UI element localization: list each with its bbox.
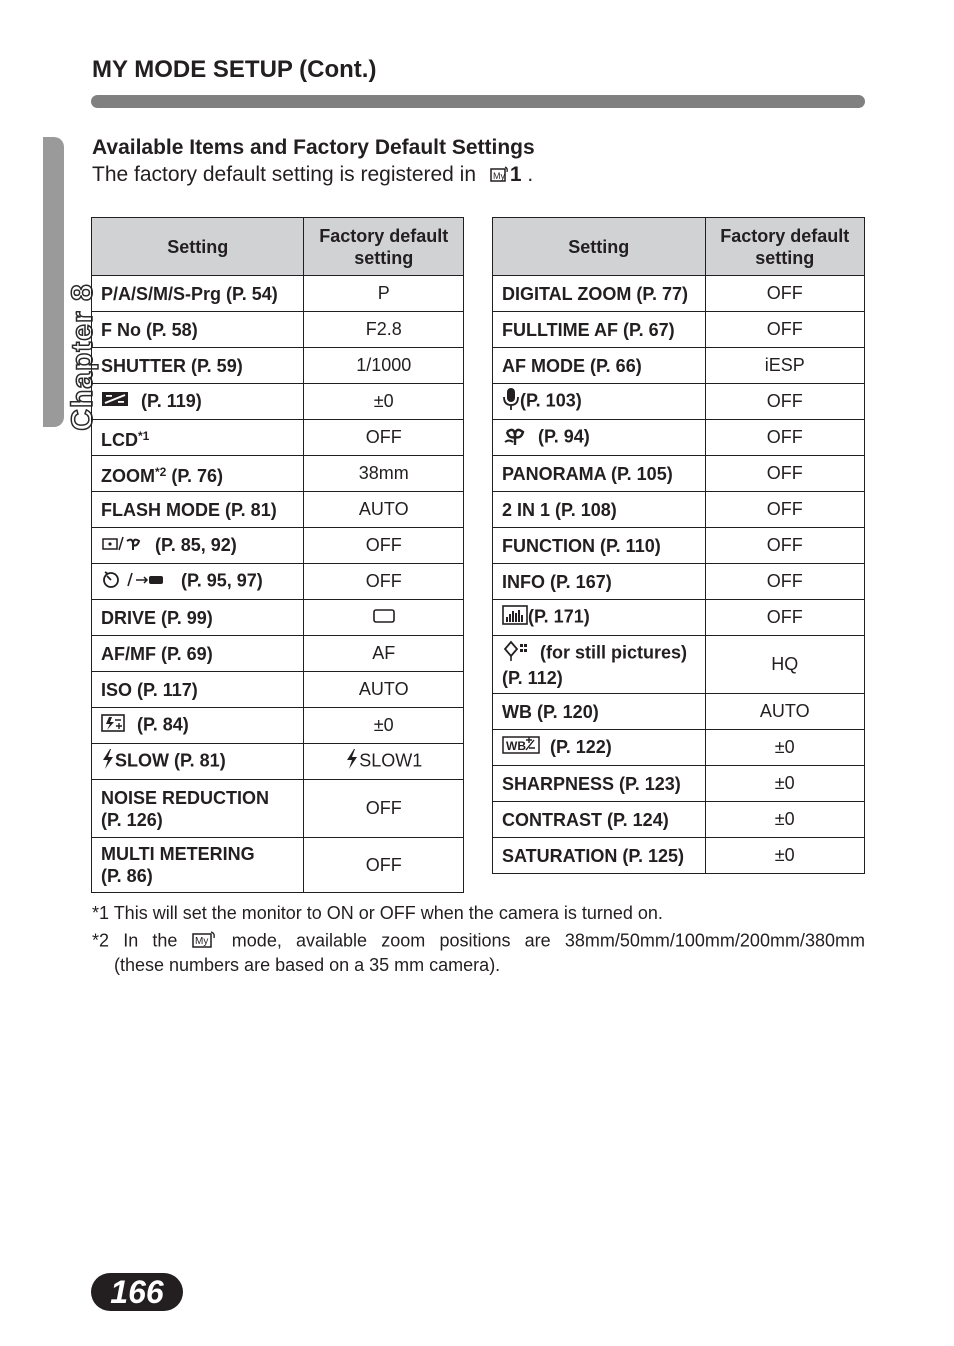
table-row	[92, 600, 464, 636]
wb-compensation-icon	[502, 736, 540, 759]
setting-default: P	[304, 276, 464, 312]
footnote-marker: *2	[155, 464, 167, 479]
setting-name: DIGITAL ZOOM (P. 77)	[493, 276, 706, 312]
setting-default: ±0	[304, 384, 464, 420]
table-header-row	[493, 218, 865, 276]
setting-name: ISO (P. 117)	[92, 672, 304, 708]
setting-name: AF/MF (P. 69)	[92, 636, 304, 672]
setting-default: ±0	[705, 802, 865, 838]
table-row	[493, 802, 865, 838]
setting-default: OFF	[304, 838, 464, 893]
super-macro-icon	[502, 424, 528, 451]
table-row	[493, 730, 865, 766]
setting-default: 1/1000	[304, 348, 464, 384]
table-row	[493, 492, 865, 528]
setting-name: P/A/S/M/S-Prg (P. 54)	[92, 276, 304, 312]
table-row	[92, 456, 464, 492]
table-row	[92, 348, 464, 384]
setting-name: LCD	[101, 429, 138, 450]
setting-name: CONTRAST (P. 124)	[493, 802, 706, 838]
table-row	[493, 564, 865, 600]
setting-name: FULLTIME AF (P. 67)	[493, 312, 706, 348]
setting-name: 2 IN 1 (P. 108)	[493, 492, 706, 528]
table-row	[92, 564, 464, 600]
footnote-1: *1 This will set the monitor to ON or OFF when the camera is turned on.	[92, 903, 663, 923]
setting-default: OFF	[705, 276, 865, 312]
footnote-marker: *1	[138, 428, 150, 443]
setting-name: ZOOM	[101, 465, 155, 486]
table-row	[493, 384, 865, 420]
table-row	[92, 838, 464, 893]
setting-name: (P. 171)	[528, 606, 590, 627]
table-row	[493, 420, 865, 456]
my-mode-icon	[192, 929, 218, 954]
intro-mode-number: 1	[509, 163, 522, 186]
setting-name: (P. 85, 92)	[155, 534, 237, 555]
table-row	[493, 456, 865, 492]
setting-default: OFF	[705, 420, 865, 456]
svg-text:WB: WB	[506, 739, 526, 754]
table-row	[493, 636, 865, 694]
intro-text	[92, 163, 533, 189]
page-title: MY MODE SETUP (Cont.)	[92, 56, 377, 83]
setting-name: (P. 84)	[137, 714, 189, 735]
setting-default: ±0	[705, 766, 865, 802]
setting-default: iESP	[705, 348, 865, 384]
setting-name: AF MODE (P. 66)	[493, 348, 706, 384]
spot-macro-icon	[101, 534, 145, 557]
setting-default: AUTO	[304, 672, 464, 708]
setting-name: FLASH MODE (P. 81)	[92, 492, 304, 528]
table-row	[493, 312, 865, 348]
flash-intensity-icon	[101, 713, 127, 738]
setting-default: ±0	[304, 708, 464, 744]
table-row	[493, 600, 865, 636]
setting-default: OFF	[304, 780, 464, 838]
setting-name: MULTI METERING	[101, 844, 255, 864]
footnote-2-start: *2 In the	[92, 930, 178, 951]
table-row	[92, 780, 464, 838]
table-row	[92, 528, 464, 564]
setting-name: SHARPNESS (P. 123)	[493, 766, 706, 802]
setting-page-ref: (P. 112)	[502, 668, 563, 688]
setting-name: (P. 119)	[141, 390, 202, 411]
table-row	[92, 636, 464, 672]
table-row	[92, 276, 464, 312]
header-default: Factory default setting	[705, 218, 865, 276]
svg-text:My: My	[194, 936, 208, 947]
setting-name: SATURATION (P. 125)	[493, 838, 706, 874]
intro-text-main: The factory default setting is registered in	[92, 163, 477, 186]
self-timer-remote-icon	[101, 569, 171, 594]
header-default: Factory default setting	[304, 218, 464, 276]
setting-page-ref: (P. 76)	[166, 465, 224, 486]
table-row	[92, 312, 464, 348]
setting-default: HQ	[705, 636, 865, 694]
setting-name: SLOW (P. 81)	[115, 750, 226, 771]
table-row	[92, 744, 464, 780]
setting-default: AUTO	[705, 694, 865, 730]
settings-table-left	[91, 217, 464, 893]
flash-bolt-icon	[101, 748, 115, 775]
chapter-tab	[43, 137, 99, 431]
setting-name: (P. 122)	[550, 736, 612, 757]
setting-default: AUTO	[304, 492, 464, 528]
setting-name: WB (P. 120)	[493, 694, 706, 730]
svg-text:My: My	[492, 171, 505, 181]
setting-name: NOISE REDUCTION	[101, 787, 270, 808]
setting-default: OFF	[304, 564, 464, 600]
table-row	[92, 420, 464, 456]
setting-default: OFF	[705, 564, 865, 600]
table-row	[92, 384, 464, 420]
setting-name: (P. 95, 97)	[181, 570, 263, 591]
table-row	[92, 672, 464, 708]
setting-default: ±0	[705, 730, 865, 766]
setting-name: FUNCTION (P. 110)	[493, 528, 706, 564]
footnote-2-end: mode, available zoom positions are 38mm/50mm/100mm/200mm/380mm	[231, 930, 865, 951]
setting-default: OFF	[705, 384, 865, 420]
section-heading: Available Items and Factory Default Settings	[92, 136, 535, 159]
table-row	[493, 766, 865, 802]
page-number: 166	[91, 1273, 183, 1311]
setting-name: PANORAMA (P. 105)	[493, 456, 706, 492]
header-setting: Setting	[92, 218, 304, 276]
record-mode-icon	[502, 640, 530, 667]
header-setting: Setting	[493, 218, 706, 276]
table-header-row	[92, 218, 464, 276]
table-row	[493, 348, 865, 384]
setting-default: OFF	[304, 420, 464, 456]
settings-table-right	[492, 217, 865, 874]
setting-page-ref: (P. 86)	[101, 866, 153, 886]
chapter-label: Chapter 8	[66, 283, 99, 431]
setting-default: ±0	[705, 838, 865, 874]
footnote-2-continuation: (these numbers are based on a 35 mm camera).	[114, 955, 501, 975]
setting-name: (P. 103)	[520, 390, 582, 411]
setting-name: (P. 94)	[538, 426, 590, 447]
exposure-compensation-icon	[101, 390, 131, 413]
setting-default: OFF	[705, 528, 865, 564]
setting-page-ref: (P. 126)	[101, 809, 163, 830]
histogram-icon	[502, 605, 528, 630]
table-row	[493, 694, 865, 730]
my-mode-icon	[490, 165, 510, 189]
setting-name: (for still pictures)	[540, 642, 688, 663]
setting-name: INFO (P. 167)	[493, 564, 706, 600]
setting-default: OFF	[705, 456, 865, 492]
microphone-icon	[502, 387, 520, 416]
setting-name: F No (P. 58)	[92, 312, 304, 348]
setting-default: OFF	[705, 312, 865, 348]
setting-name: SHUTTER (P. 59)	[92, 348, 304, 384]
setting-default: OFF	[705, 600, 865, 636]
setting-default: 38mm	[304, 456, 464, 492]
table-row	[493, 528, 865, 564]
setting-default: OFF	[705, 492, 865, 528]
setting-default: OFF	[304, 528, 464, 564]
table-row	[493, 838, 865, 874]
flash-bolt-icon	[345, 748, 359, 775]
table-row	[92, 492, 464, 528]
setting-default: AF	[304, 636, 464, 672]
footnote-2	[92, 929, 865, 954]
table-row	[92, 708, 464, 744]
intro-end: .	[527, 163, 534, 186]
title-rule-bar	[91, 95, 865, 108]
table-row	[493, 276, 865, 312]
single-frame-icon	[373, 607, 395, 628]
setting-name: DRIVE (P. 99)	[92, 600, 304, 636]
setting-default: SLOW1	[359, 750, 423, 771]
setting-default: F2.8	[304, 312, 464, 348]
